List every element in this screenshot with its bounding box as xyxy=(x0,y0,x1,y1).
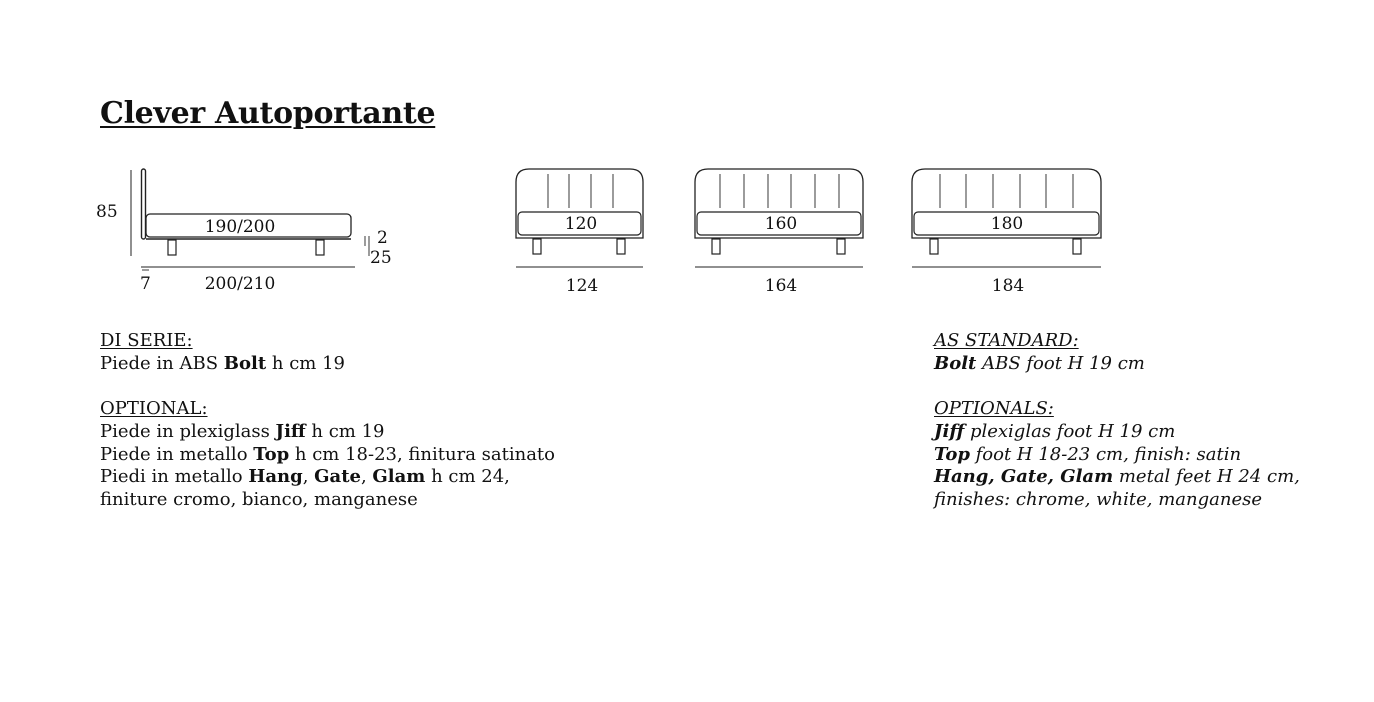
italian-optional-line: finiture cromo, bianco, manganese xyxy=(100,488,418,510)
italian-optional-heading: OPTIONAL: xyxy=(100,398,208,420)
english-optional-line: finishes: chrome, white, manganese xyxy=(934,488,1263,510)
english-optional-line: Top foot H 18-23 cm, finish: satin xyxy=(934,443,1242,465)
dim-mattress: 2 xyxy=(377,228,388,248)
english-standard-line: Bolt ABS foot H 19 cm xyxy=(934,352,1145,374)
dim-clearance: 25 xyxy=(370,248,392,268)
english-specs xyxy=(934,330,1300,512)
dim-front-180-inner: 180 xyxy=(990,214,1024,234)
page-title: Clever Autoportante xyxy=(100,96,436,131)
italian-optional-line: Piede in plexiglass Jiff h cm 19 xyxy=(100,420,385,442)
italian-optional-line: Piede in metallo Top h cm 18-23, finitura satinato xyxy=(100,443,556,465)
italian-standard-heading: DI SERIE: xyxy=(100,330,193,351)
dim-length-inner: 190/200 xyxy=(204,217,276,237)
italian-optional-line: Piedi in metallo Hang, Gate, Glam h cm 24, xyxy=(100,466,510,488)
technical-drawings xyxy=(0,150,1374,310)
italian-standard-line: Piede in ABS Bolt h cm 19 xyxy=(100,352,345,374)
dim-front-180-outer: 184 xyxy=(991,276,1025,296)
english-optional-line: Jiff plexiglas foot H 19 cm xyxy=(934,420,1176,442)
dim-front-160-inner: 160 xyxy=(764,214,798,234)
dim-front-120-outer: 124 xyxy=(565,276,599,296)
dim-offset: 7 xyxy=(140,274,151,294)
english-optional-heading: OPTIONALS: xyxy=(934,398,1054,420)
dim-front-160-outer: 164 xyxy=(764,276,798,296)
english-standard-heading: AS STANDARD: xyxy=(934,330,1079,351)
dim-length-outer: 200/210 xyxy=(204,274,276,294)
dim-front-120-inner: 120 xyxy=(564,214,598,234)
english-optional-line: Hang, Gate, Glam metal feet H 24 cm, xyxy=(934,466,1300,488)
italian-specs xyxy=(100,330,555,512)
dim-height: 85 xyxy=(96,202,118,222)
